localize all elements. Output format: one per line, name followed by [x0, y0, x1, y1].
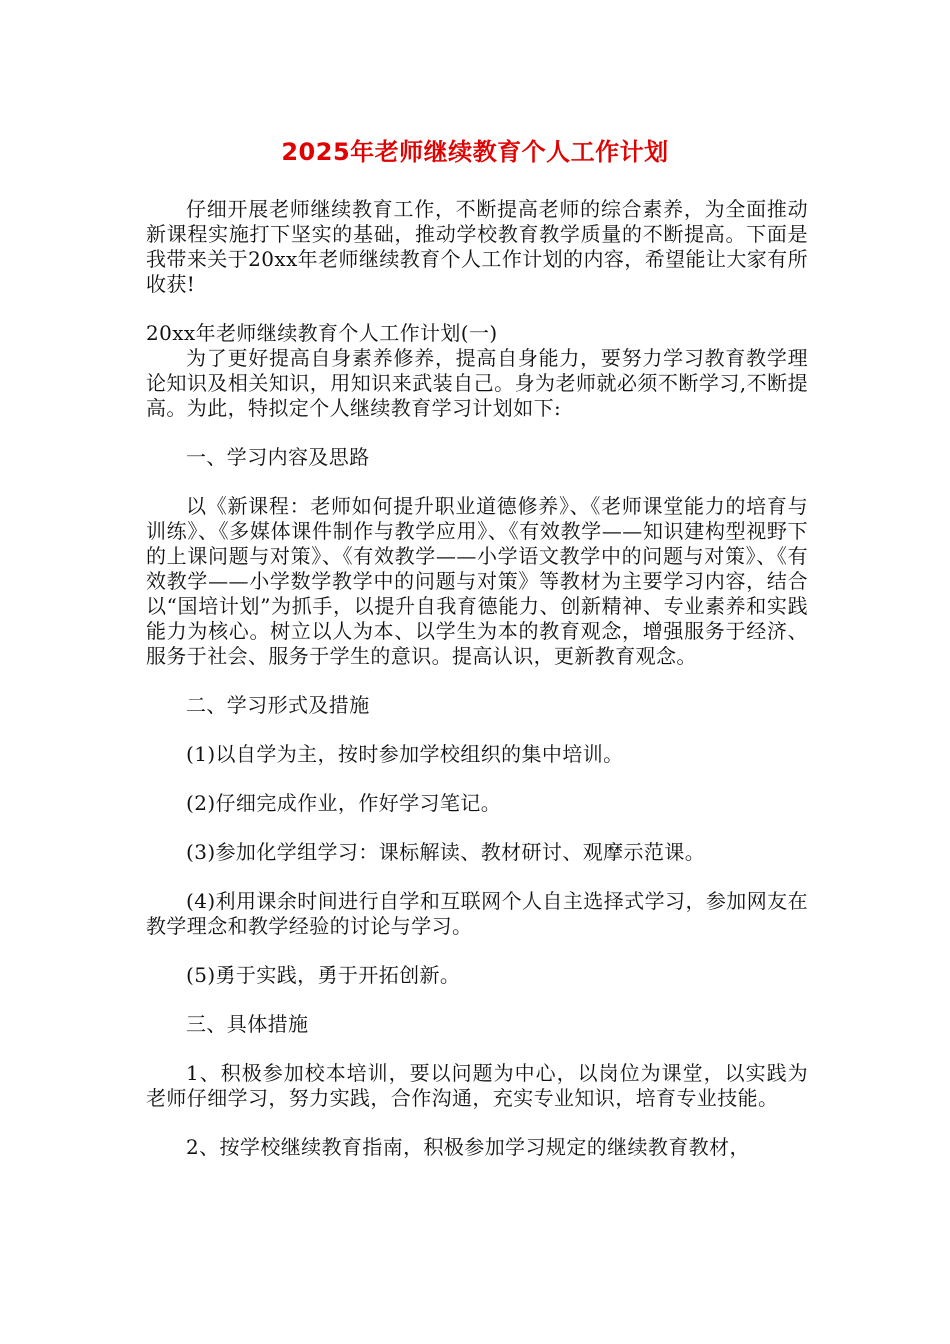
document-body	[146, 197, 808, 1160]
section-1-paragraph: 以《新课程：老师如何提升职业道德修养》、《老师课堂能力的培育与训练》、《多媒体课件制作与教学应用》、《有效教学——知识建构型视野下的上课问题与对策》、《有效教学——小学语文教学中的问题与对策》、《有效教学——小学数学教学中的问题与对策》等教材为主要学习内容，结合以“国培计划”为抓手，以提升自我育德能力、创新精神、专业素养和实践能力为核心。树立以人为本、以学生为本的教育观念，增强服务于经济、服务于社会、服务于学生的意识。提高认识，更新教育观念。	[146, 494, 808, 668]
section-2-item: (4)利用课余时间进行自学和互联网个人自主选择式学习，参加网友在教学理念和教学经验的讨论与学习。	[146, 889, 808, 938]
plan-intro-paragraph: 为了更好提高自身素养修养，提高自身能力，要努力学习教育教学理论知识及相关知识，用知识来武装自己。身为老师就必须不断学习,不断提高。为此，特拟定个人继续教育学习计划如下:	[146, 346, 808, 420]
section-2-item: (1)以自学为主，按时参加学校组织的集中培训。	[186, 742, 624, 766]
section-3-item: 2、按学校继续教育指南，积极参加学习规定的继续教育教材，	[186, 1135, 750, 1159]
section-3-heading: 三、具体措施	[186, 1012, 309, 1036]
section-1-heading: 一、学习内容及思路	[186, 445, 370, 469]
intro-paragraph: 仔细开展老师继续教育工作，不断提高老师的综合素养，为全面推动新课程实施打下坚实的基础，推动学校教育教学质量的不断提高。下面是我带来关于20xx年老师继续教育个人工作计划的内容，希望能让大家有所收获!	[146, 197, 808, 296]
section-2-item: (2)仔细完成作业，作好学习笔记。	[186, 791, 502, 815]
section-3-item: 1、积极参加校本培训，要以问题为中心，以岗位为课堂，以实践为老师仔细学习，努力实践，合作沟通，充实专业知识，培育专业技能。	[146, 1061, 808, 1110]
section-2-item: (5)勇于实践，勇于开拓创新。	[186, 963, 461, 987]
section-2-item: (3)参加化学组学习：课标解读、教材研讨、观摩示范课。	[186, 840, 706, 864]
document-title: 2025年老师继续教育个人工作计划	[281, 138, 669, 166]
section-2-heading: 二、学习形式及措施	[186, 693, 370, 717]
plan-heading: 20xx年老师继续教育个人工作计划(一)	[146, 321, 498, 345]
